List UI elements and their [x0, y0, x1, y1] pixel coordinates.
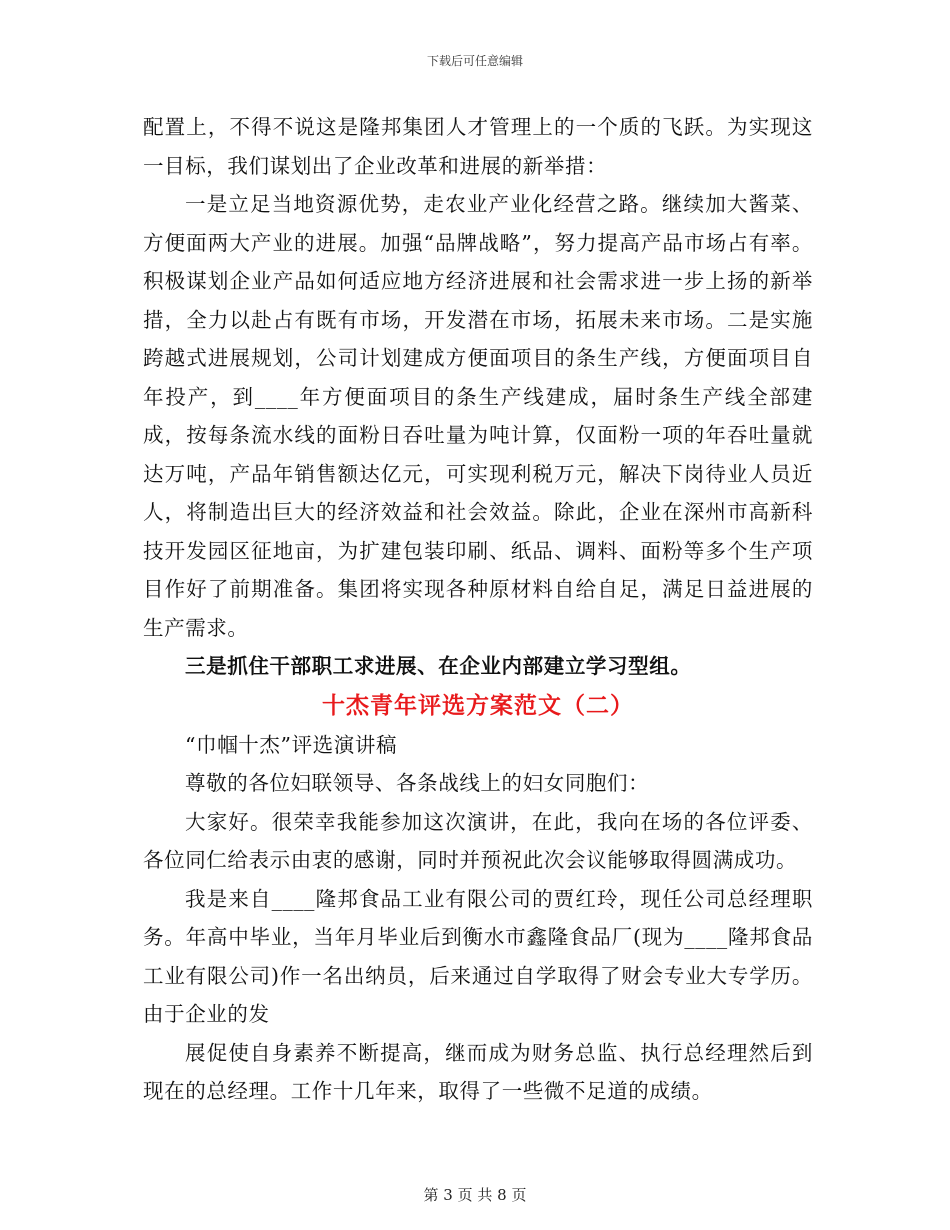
salutation: 尊敬的各位妇联领导、各条战线上的妇女同胞们： — [185, 771, 650, 795]
speech-paragraph-3: 展促使自身素养不断提高，继而成为财务总监、执行总经理然后到现在的总经理。工作十几年来，取得了一些微不足道的成绩。 — [143, 1040, 813, 1103]
section-heading: 十杰青年评选方案范文（二） — [322, 692, 634, 719]
speech-paragraph-2: 我是来自____隆邦食品工业有限公司的贾红玲，现任公司总经理职务。年高中毕业，当年月毕业后到衡水市鑫隆食品厂(现为____隆邦食品工业有限公司)作一名出纳员，后来通过自学取得了财会专业大专学历。由于企业的发 — [143, 886, 813, 1026]
page-footer: 第 3 页 共 8 页 — [423, 1186, 527, 1204]
document-body — [143, 108, 813, 1111]
paragraph-1: 配置上，不得不说这是隆邦集团人才管理上的一个质的飞跃。为实现这一目标，我们谋划出了企业改革和进展的新举措： — [143, 115, 813, 178]
paragraph-3-bold: 三是抓住干部职工求进展、在企业内部建立学习型组。 — [185, 654, 692, 678]
speech-title: “巾帼十杰”评选演讲稿 — [185, 732, 398, 757]
speech-paragraph-1: 大家好。很荣幸我能参加这次演讲，在此，我向在场的各位评委、各位同仁给表示由衷的感谢，同时并预祝此次会议能够取得圆满成功。 — [143, 809, 813, 872]
paragraph-2: 一是立足当地资源优势，走农业产业化经营之路。继续加大酱菜、方便面两大产业的进展。加强“品牌战略”，努力提高产品市场占有率。积极谋划企业产品如何适应地方经济进展和社会需求进一步上扬的新举措，全力以赴占有既有市场，开发潜在市场，拓展未来市场。二是实施跨越式进展规划，公司计划建成方便面项目的条生产线，方便面项目自年投产，到____年方便面项目的条生产线建成，届时条生产线全部建成，按每条流水线的面粉日吞吐量为吨计算，仅面粉一项的年吞吐量就达万吨，产品年销售额达亿元，可实现利税万元，解决下岗待业人员近人，将制造出巨大的经济效益和社会效益。除此，企业在深州市高新科技开发园区征地亩，为扩建包装印刷、纸品、调料、面粉等多个生产项目作好了前期准备。集团将实现各种原材料自给自足，满足日益进展的生产需求。 — [143, 192, 813, 640]
page-header: 下载后可任意编辑 — [426, 54, 523, 68]
